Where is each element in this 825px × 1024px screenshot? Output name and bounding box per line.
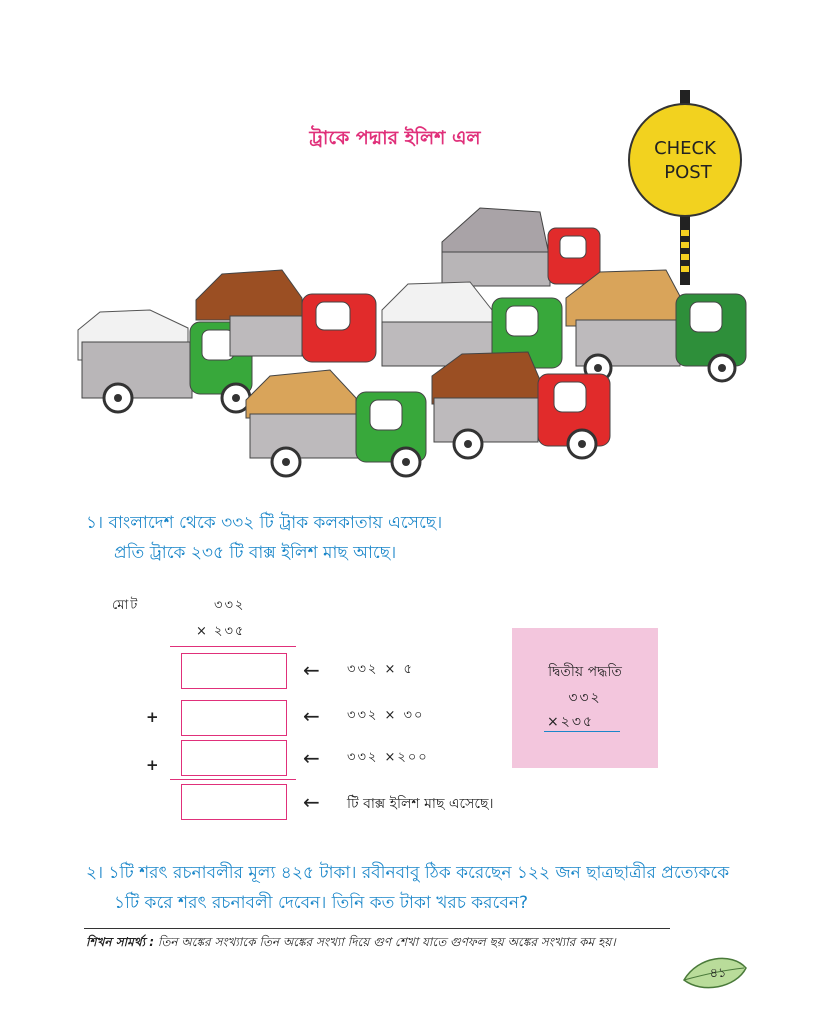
arrow-icon: ← — [303, 658, 320, 682]
leaf-icon — [680, 950, 750, 994]
footer-divider — [84, 928, 670, 929]
second-method-multiplicand: ৩৩২ — [568, 690, 602, 706]
arrow-icon: ← — [303, 704, 320, 728]
question-text: প্রতি ট্রাকে ২৩৫ টি বাক্স ইলিশ মাছ আছে। — [114, 543, 397, 563]
learning-outcome — [86, 934, 706, 954]
sign-text-line1: CHECK — [654, 138, 716, 159]
second-method-multiplier: ×২৩৫ — [547, 714, 595, 730]
arrow-icon: ← — [303, 746, 320, 770]
multiplicand: ৩৩২ — [214, 598, 246, 613]
truck-icon — [566, 270, 746, 381]
plus-sign: + — [146, 756, 159, 774]
answer-box-1[interactable] — [181, 653, 287, 689]
answer-box-3[interactable] — [181, 740, 287, 776]
second-method-box — [512, 628, 658, 768]
partial-product-label: ৩৩২ × ৫ — [347, 662, 414, 677]
truck-icon — [78, 310, 252, 412]
times-sign: × — [196, 624, 209, 639]
question-number: ১। — [86, 513, 104, 533]
second-method-line — [544, 731, 620, 732]
plus-sign: + — [146, 708, 159, 726]
question-text: বাংলাদেশ থেকে ৩৩২ টি ট্রাক কলকাতায় এসেছে। — [108, 513, 443, 533]
total-label: মোট — [112, 598, 140, 613]
sign-text-line2: POST — [664, 162, 712, 183]
question-2 — [86, 858, 816, 918]
page-number: ৪১ — [709, 966, 727, 981]
arrow-icon: ← — [303, 790, 320, 814]
question-text: ১টি করে শরৎ রচনাবলী দেবেন। তিনি কত টাকা খরচ করবেন? — [114, 893, 528, 913]
partial-product-label: ৩৩২ ×২০০ — [347, 750, 429, 765]
truck-icon — [432, 352, 610, 458]
second-method-title: দ্বিতীয় পদ্ধতি — [548, 664, 622, 680]
page-title: ট্রাকে পদ্মার ইলিশ এল — [309, 127, 481, 149]
multiplier: ২৩৫ — [214, 624, 246, 639]
result-label: টি বাক্স ইলিশ মাছ এসেছে। — [347, 796, 494, 812]
partial-product-label: ৩৩২ × ৩০ — [347, 708, 425, 723]
multiplication-line — [170, 646, 296, 647]
question-1 — [86, 508, 786, 568]
sum-line — [170, 779, 296, 780]
question-text: ১টি শরৎ রচনাবলীর মূল্য ৪২৫ টাকা। রবীনবাবু ঠিক করেছেন ১২২ জন ছাত্রছাত্রীর প্রত্যেককে — [108, 863, 730, 883]
truck-icon — [246, 370, 426, 476]
answer-box-2[interactable] — [181, 700, 287, 736]
trucks-illustration — [70, 190, 760, 490]
answer-box-total[interactable] — [181, 784, 287, 820]
question-number: ২। — [86, 863, 104, 883]
truck-icon — [442, 208, 600, 286]
learning-outcome-label: শিখন সামর্থ্য : — [86, 935, 155, 949]
learning-outcome-text: তিন অঙ্কের সংখ্যাকে তিন অঙ্কের সংখ্যা দিয়ে গুণ শেখা যাতে গুণফল ছয় অঙ্কের সংখ্যার কম হয়। — [157, 935, 616, 949]
